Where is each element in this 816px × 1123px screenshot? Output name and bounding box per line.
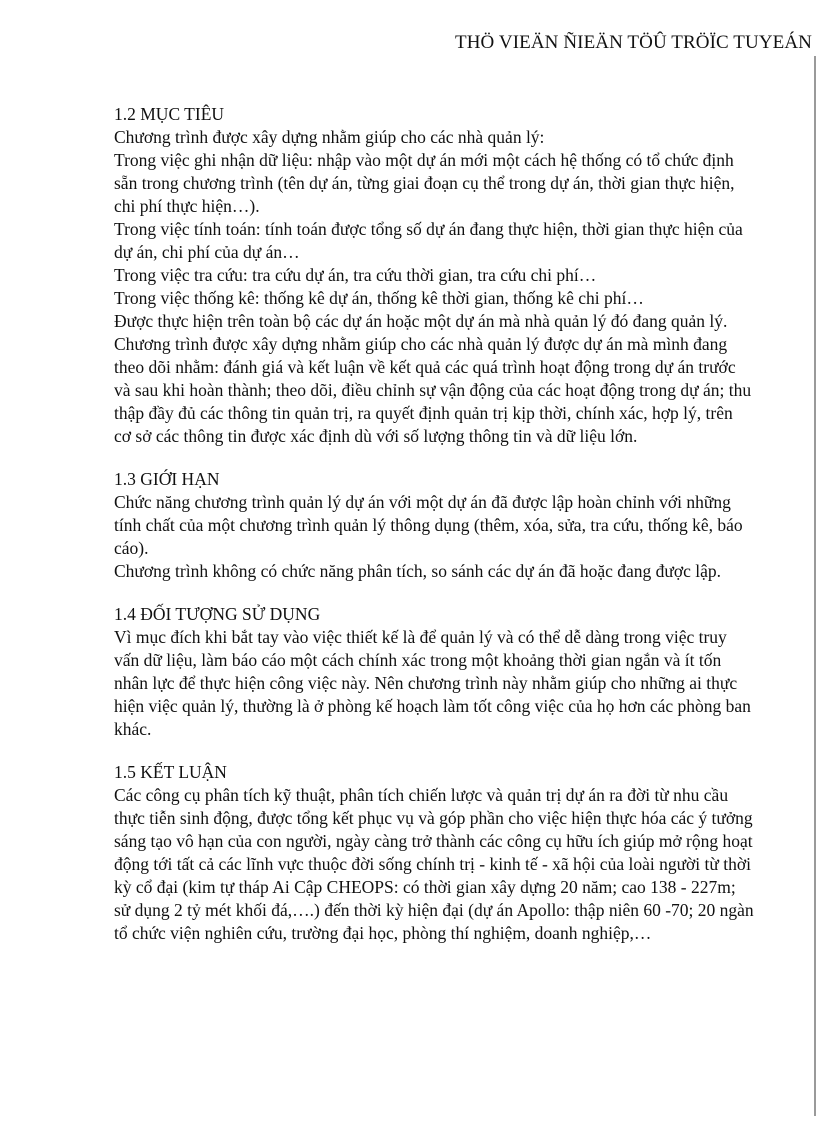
section-heading: 1.4 ĐỐI TƯỢNG SỬ DỤNG bbox=[114, 604, 321, 624]
section-heading: 1.3 GIỚI HẠN bbox=[114, 469, 220, 489]
section-gioi-han bbox=[114, 468, 754, 583]
section-muc-tieu bbox=[114, 103, 754, 448]
section-heading: 1.2 MỤC TIÊU bbox=[114, 104, 225, 124]
section-doi-tuong-su-dung bbox=[114, 603, 754, 741]
paragraph: Vì mục đích khi bắt tay vào việc thiết kế là để quản lý và có thể dễ dàng trong việc truy vấn dữ liệu, làm báo cáo một cách chính xác trong một khoảng thời gian ngắn và ít tốn nhân lực để thực hiện công việc này. Nên chương trình này nhằm giúp cho những ai thực hiện việc quản lý, thường là ở phòng kế hoạch làm tốt công việc của họ hơn các phòng ban khác. bbox=[114, 627, 751, 739]
paragraph: Các công cụ phân tích kỹ thuật, phân tích chiến lược và quản trị dự án ra đời từ nhu cầu thực tiễn sinh động, được tổng kết phục vụ và góp phần cho việc hiện thực hóa các ý tưởng sáng tạo vô hạn của con người, ngày càng trở thành các công cụ hữu ích giúp mở rộng hoạt động tới tất cả các lĩnh vực thuộc đời sống chính trị - kinh tế - xã hội của loài người từ thời kỳ cổ đại (kim tự tháp Ai Cập CHEOPS: có thời gian xây dựng 20 năm; cao 138 - 227m; sử dụng 2 tỷ mét khối đá,….) đến thời kỳ hiện đại (dự án Apollo: thập niên 60 -70; 20 ngàn tổ chức viện nghiên cứu, trường đại học, phòng thí nghiệm, doanh nghiệp,… bbox=[114, 785, 754, 943]
paragraph: Được thực hiện trên toàn bộ các dự án hoặc một dự án mà nhà quản lý đó đang quản lý. bbox=[114, 311, 728, 331]
section-heading: 1.5 KẾT LUẬN bbox=[114, 762, 227, 782]
paragraph: Trong việc ghi nhận dữ liệu: nhập vào một dự án mới một cách hệ thống có tổ chức định sẵn trong chương trình (tên dự án, từng giai đoạn cụ thể trong dự án, thời gian thực hiện, chi phí thực hiện…). bbox=[114, 150, 735, 216]
paragraph: Trong việc tính toán: tính toán được tổng số dự án đang thực hiện, thời gian thực hiện của dự án, chi phí của dự án… bbox=[114, 219, 743, 262]
section-ket-luan bbox=[114, 761, 754, 945]
paragraph: Chức năng chương trình quản lý dự án với một dự án đã được lập hoàn chỉnh với những tính chất của một chương trình quản lý thông dụng (thêm, xóa, sửa, tra cứu, thống kê, báo cáo). bbox=[114, 492, 743, 558]
page-header-title: THÖ VIEÄN ÑIEÄN TÖÛ TRÖÏC TUYEÁN bbox=[455, 32, 812, 53]
paragraph: Trong việc thống kê: thống kê dự án, thống kê thời gian, thống kê chi phí… bbox=[114, 288, 644, 308]
paragraph: Chương trình được xây dựng nhằm giúp cho các nhà quản lý được dự án mà mình đang theo dõi nhằm: đánh giá và kết luận về kết quả các quá trình hoạt động trong dự án trước và sau khi hoàn thành; theo dõi, điều chỉnh sự vận động của các hoạt động trong dự án; thu thập đầy đủ các thông tin quản trị, ra quyết định quản trị kịp thời, chính xác, hợp lý, trên cơ sở các thông tin được xác định dù với số lượng thông tin và dữ liệu lớn. bbox=[114, 334, 752, 446]
paragraph: Chương trình không có chức năng phân tích, so sánh các dự án đã hoặc đang được lập. bbox=[114, 561, 722, 581]
document-body bbox=[114, 103, 754, 965]
paragraph: Chương trình được xây dựng nhằm giúp cho các nhà quản lý: bbox=[114, 127, 545, 147]
paragraph: Trong việc tra cứu: tra cứu dự án, tra cứu thời gian, tra cứu chi phí… bbox=[114, 265, 597, 285]
